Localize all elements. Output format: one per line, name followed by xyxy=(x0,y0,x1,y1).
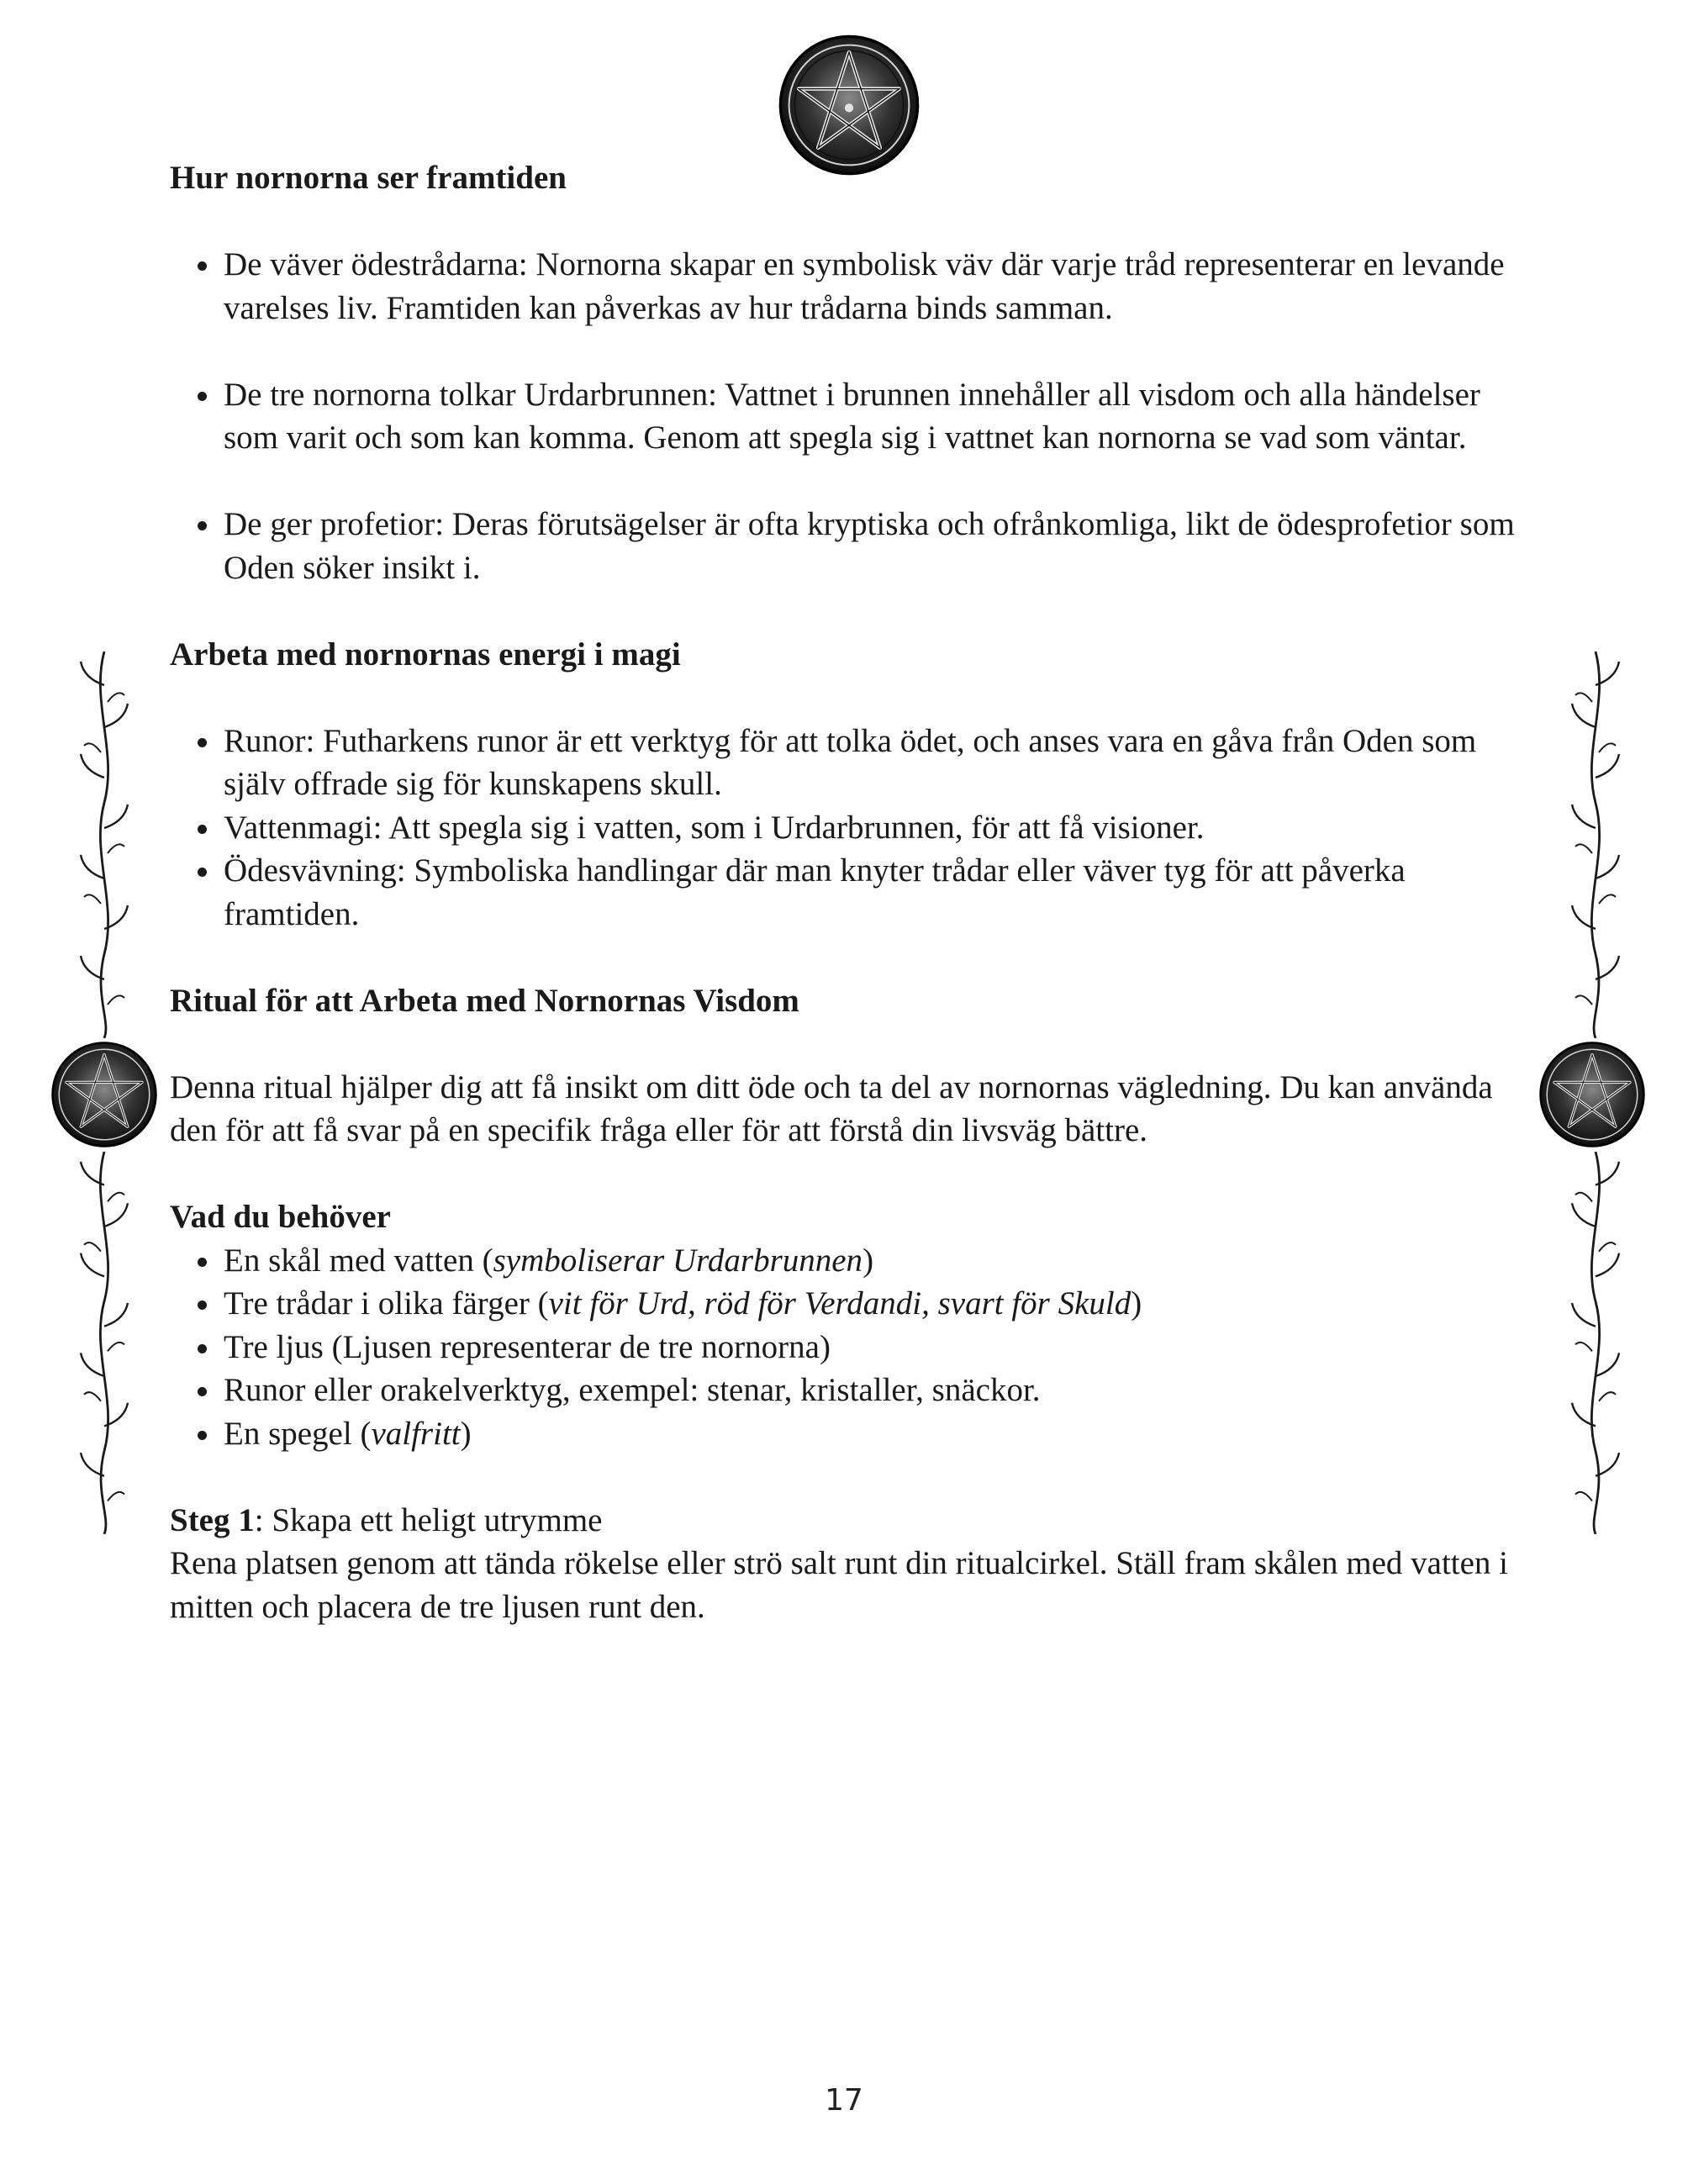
list-item: • Ödesvävning: Symboliska handlingar där man knyter trådar eller väver tyg för att påverka framtiden. xyxy=(222,849,1532,936)
pentacle-icon xyxy=(1538,1041,1646,1148)
needs-list xyxy=(170,1239,1532,1456)
pentacle-icon xyxy=(50,1041,158,1148)
pentacle-icon xyxy=(778,34,920,177)
list-item xyxy=(222,1239,1532,1283)
magic-list xyxy=(170,720,1532,936)
section-heading-ritual: Ritual för att Arbeta med Nornornas Visdom xyxy=(170,982,799,1019)
list-item xyxy=(222,1282,1532,1326)
list-item xyxy=(222,1326,1532,1369)
item-text: Tre ljus (Ljusen representerar de tre nornorna) xyxy=(224,1328,831,1365)
section-heading-future: Hur nornorna ser framtiden xyxy=(170,160,567,196)
step1-label: Steg 1 xyxy=(170,1501,255,1538)
section-heading-magic: Arbeta med nornornas energi i magi xyxy=(170,636,681,673)
future-list xyxy=(170,243,1532,589)
page-content xyxy=(170,156,1532,1628)
vine-border-icon xyxy=(71,652,138,1038)
item-after: ) xyxy=(862,1242,874,1279)
section-heading-needs: Vad du behöver xyxy=(170,1199,391,1235)
list-item: • Vattenmagi: Att spegla sig i vatten, som i Urdarbrunnen, för att få visioner. xyxy=(222,806,1532,850)
list-item xyxy=(222,1369,1532,1412)
item-italic: symboliserar Urdarbrunnen xyxy=(493,1242,863,1279)
item-text: En spegel ( xyxy=(224,1415,372,1452)
vine-border-icon xyxy=(1562,652,1629,1038)
list-item: • De ger profetior: Deras förutsägelser är ofta kryptiska och ofrånkomliga, likt de ödesprofetior som Oden söker insikt i. xyxy=(222,503,1532,589)
step1-heading xyxy=(170,1499,1532,1543)
list-item: • De väver ödestrådarna: Nornorna skapar en symbolisk väv där varje tråd representerar en levande varelses liv. Framtiden kan påverkas av hur trådarna binds samman. xyxy=(222,243,1532,330)
item-after: ) xyxy=(1131,1285,1142,1321)
list-item xyxy=(222,1412,1532,1456)
item-italic: vit för Urd, röd för Verdandi, svart för Skuld xyxy=(548,1285,1131,1321)
step1-body: Rena platsen genom att tända rökelse eller strö salt runt din ritualcirkel. Ställ fram skålen med vatten i mitten och placera de tre ljusen runt den. xyxy=(170,1545,1509,1625)
item-after: ) xyxy=(460,1415,472,1452)
list-item: • De tre nornorna tolkar Urdarbrunnen: Vattnet i brunnen innehåller all visdom och alla händelser som varit och som kan komma. Genom att spegla sig i vattnet kan nornorna se vad som väntar. xyxy=(222,373,1532,460)
step1-title: : Skapa ett heligt utrymme xyxy=(254,1501,603,1538)
list-item: • Runor: Futharkens runor är ett verktyg för att tolka ödet, och anses vara en gåva från Oden som själv offrade sig för kunskapens skull. xyxy=(222,720,1532,806)
item-text: Tre trådar i olika färger ( xyxy=(224,1285,549,1321)
item-text: Runor eller orakelverktyg, exempel: stenar, kristaller, snäckor. xyxy=(224,1372,1041,1408)
item-text: En skål med vatten ( xyxy=(224,1242,493,1279)
vine-border-icon xyxy=(71,1152,138,1534)
item-italic: valfritt xyxy=(371,1415,461,1452)
vine-border-icon xyxy=(1562,1152,1629,1534)
page-number: 17 xyxy=(825,2083,863,2118)
ritual-intro: Denna ritual hjälper dig att få insikt om ditt öde och ta del av nornornas vägledning. Du kan använda den för att få svar på en specifik fråga eller för att förstå din livsväg bättre. xyxy=(170,1068,1493,1148)
